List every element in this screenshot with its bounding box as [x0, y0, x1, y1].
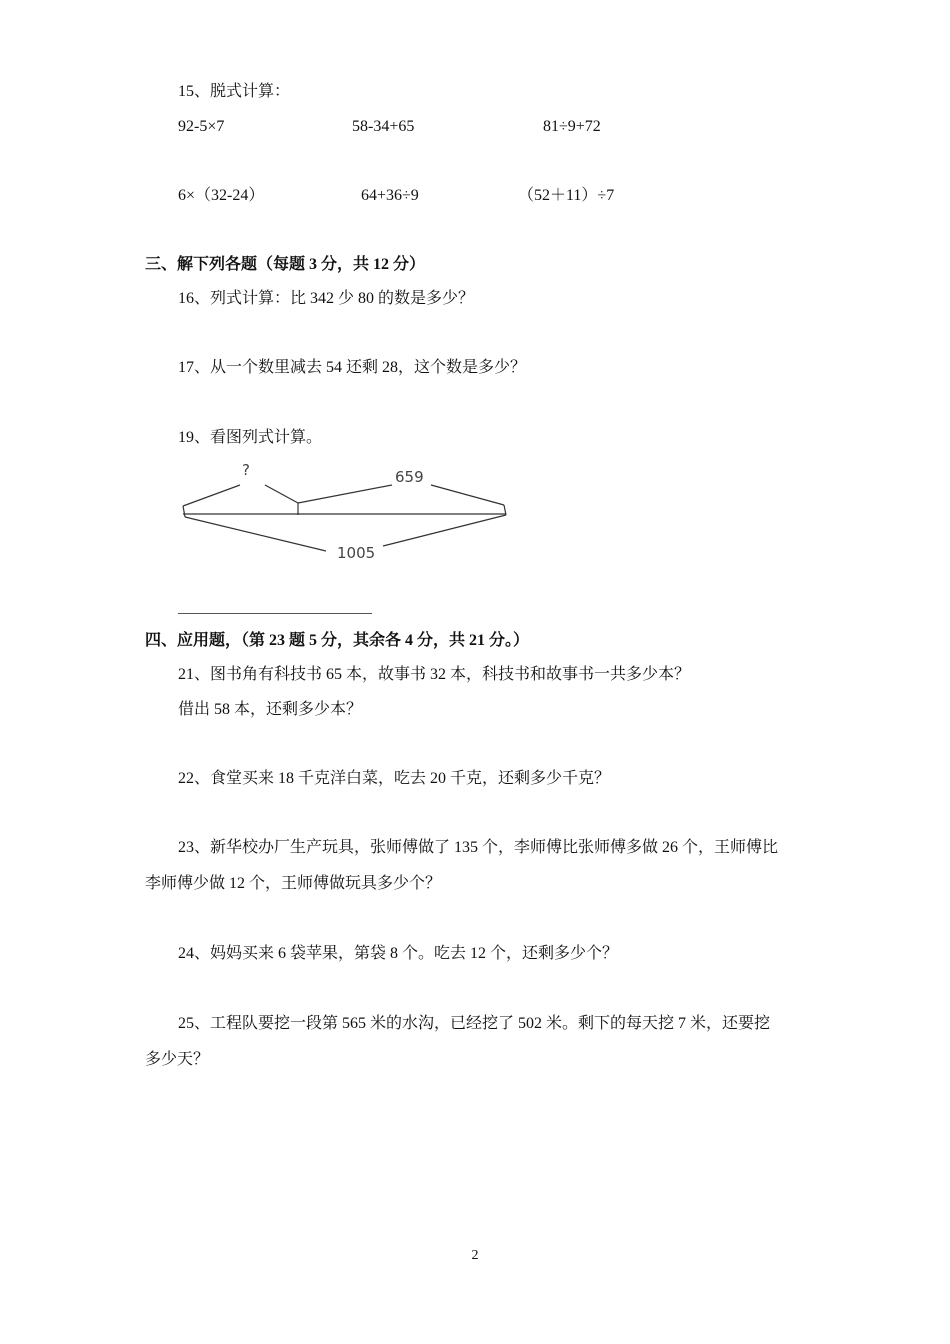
q25-line2: 多少天？ [145, 1051, 210, 1068]
q15-expr-3: 81÷9+72 [543, 118, 601, 135]
q25-line1: 25、工程队要挖一段第 565 米的水沟，已经挖了 502 米。剩下的每天挖 7 米，还要挖 [178, 1015, 771, 1032]
q15-expr-6: （52＋11）÷7 [518, 187, 615, 204]
page-number: 2 [471, 1248, 479, 1263]
segment-left-tick [183, 506, 185, 517]
q21-line1: 21、图书角有科技书 65 本，故事书 32 本，科技书和故事书一共多少本？ [178, 666, 691, 683]
q22-text: 22、食堂买来 18 千克洋白菜，吃去 20 千克，还剩多少千克？ [178, 770, 611, 787]
unknown-label: ? [242, 461, 250, 479]
q15-title: 15、脱式计算： [178, 83, 291, 100]
q15-expr-5: 64+36÷9 [361, 187, 419, 204]
q15-expr-4: 6×（32-24） [178, 187, 265, 204]
q15-expr-1: 92-5×7 [178, 118, 225, 135]
q21-line2: 借出 58 本，还剩多少本？ [178, 701, 363, 718]
q24-text: 24、妈妈买来 6 袋苹果，第袋 8 个。吃去 12 个，还剩多少个？ [178, 945, 619, 962]
q19-text: 19、看图列式计算。 [178, 429, 323, 446]
total-brace [185, 517, 326, 551]
section3-heading: 三、解下列各题（每题 3 分，共 12 分） [145, 256, 426, 273]
section4-heading: 四、应用题，（第 23 题 5 分，其余各 4 分，共 21 分。） [145, 632, 530, 649]
unknown-brace [183, 485, 240, 506]
segment-diagram [178, 455, 518, 570]
q15-expr-2: 58-34+65 [352, 118, 415, 135]
q16-text: 16、列式计算：比 342 少 80 的数是多少？ [178, 290, 475, 307]
answer-line [178, 613, 372, 614]
q23-line2: 李师傅少做 12 个，王师傅做玩具多少个？ [145, 875, 442, 892]
q23-line1: 23、新华校办厂生产玩具，张师傅做了 135 个，李师傅比张师傅多做 26 个，王师傅比 [178, 839, 779, 856]
total-label: 1005 [337, 544, 376, 562]
part-label: 659 [395, 468, 424, 486]
part-brace [298, 485, 392, 503]
q17-text: 17、从一个数里减去 54 还剩 28，这个数是多少？ [178, 359, 527, 376]
